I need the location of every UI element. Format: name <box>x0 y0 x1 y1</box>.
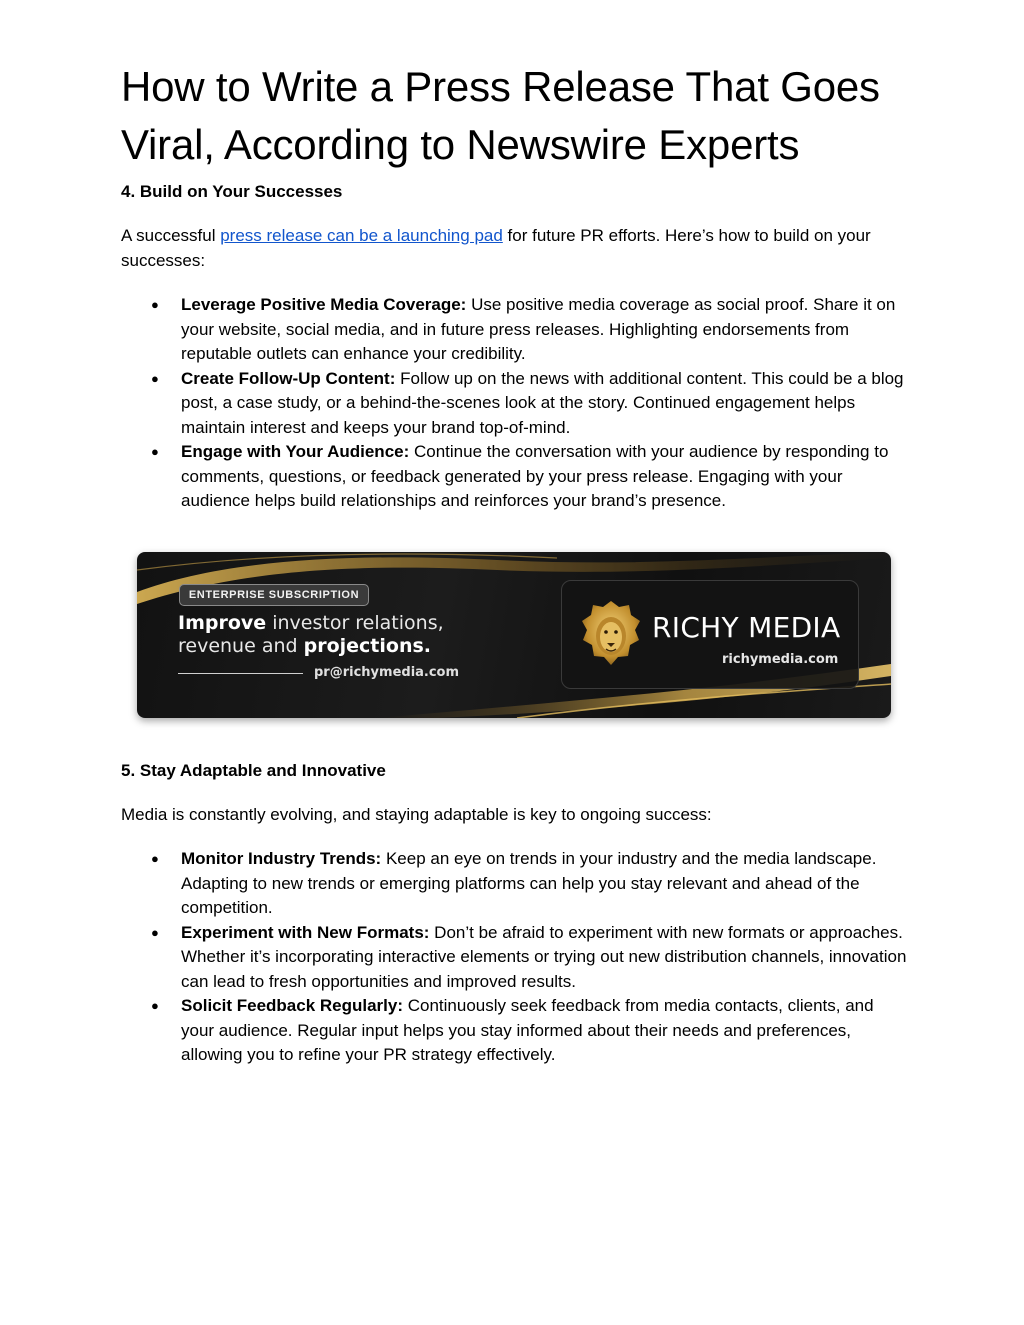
document-page <box>121 58 911 1068</box>
list-item-label: Create Follow-Up Content: <box>181 368 396 388</box>
bullet-icon: ● <box>151 444 159 459</box>
headline-text: revenue and <box>178 634 304 657</box>
intro-text-before: A successful <box>121 226 221 245</box>
section-heading-stay-adaptable: 5. Stay Adaptable and Innovative <box>121 760 386 780</box>
headline-bold-projections: projections. <box>303 634 432 657</box>
list-item-text: Don’t be afraid to experiment with new formats or approaches. Whether it’s incorporating interactive elements or trying out new distribution channels, innovation can lead to fresh opportunities and improved results. <box>181 922 907 991</box>
launching-pad-link[interactable]: press release can be a launching pad <box>220 226 503 245</box>
list-item-text: Continuously seek feedback from media contacts, clients, and your audience. Regular input helps you stay informed about their needs and preferences, allowing you to refine your PR strategy effectively. <box>181 996 874 1064</box>
section-intro-paragraph: Media is constantly evolving, and staying adaptable is key to ongoing success: <box>121 804 712 824</box>
list-item <box>151 293 911 367</box>
list-item-label: Experiment with New Formats: <box>181 922 430 942</box>
section-heading-build-on-successes: 4. Build on Your Successes <box>121 182 343 201</box>
list-item-text: Continue the conversation with your audience by responding to comments, questions, or feedback generated by your press release. Engaging with your audience helps build relationships and reinforces your brand’s presence. <box>181 442 889 510</box>
banner-headline <box>178 612 444 658</box>
contact-email[interactable]: pr@richymedia.com <box>314 664 460 680</box>
list-item <box>151 921 911 995</box>
list-item <box>151 440 911 514</box>
list-item <box>151 847 911 921</box>
list-item-label: Solicit Feedback Regularly: <box>181 996 404 1015</box>
section-intro-paragraph <box>121 224 911 273</box>
enterprise-subscription-badge: ENTERPRISE SUBSCRIPTION <box>179 584 369 606</box>
bullet-icon: ● <box>151 370 159 386</box>
banner-divider <box>178 673 303 674</box>
bullet-icon: ● <box>151 924 159 940</box>
list-item <box>151 994 911 1068</box>
page-title: How to Write a Press Release That Goes Viral, According to Newswire Experts <box>121 63 880 168</box>
headline-line-2 <box>178 635 444 658</box>
lion-logo-icon <box>579 599 643 667</box>
list-item-label: Engage with Your Audience: <box>181 442 410 461</box>
brand-url[interactable]: richymedia.com <box>722 651 839 667</box>
headline-text: investor relations, <box>266 611 444 634</box>
list-item <box>151 367 911 441</box>
headline-bold-improve: Improve <box>178 611 267 634</box>
list-item-text: Use positive media coverage as social proof. Share it on your website, social media, and in future press releases. Highlighting endorsements from reputable outlets can enhance your credibility. <box>181 295 896 363</box>
headline-line-1 <box>178 612 444 635</box>
list-item-label: Monitor Industry Trends: <box>181 849 382 868</box>
bullet-icon: ● <box>151 998 159 1013</box>
list-item-label: Leverage Positive Media Coverage: <box>181 295 467 314</box>
richy-media-ad-banner[interactable] <box>137 552 891 718</box>
bullet-icon: ● <box>151 851 159 866</box>
brand-name: RICHY MEDIA <box>652 610 841 644</box>
intro-text-after: for future PR efforts. Here’s how to build on your successes: <box>121 226 871 270</box>
successes-bullet-list <box>121 293 911 514</box>
list-item-text: Follow up on the news with additional content. This could be a blog post, a case study, or a behind-the-scenes look at the story. Continued engagement helps maintain interest and keeps your brand top-of-mind. <box>181 368 904 437</box>
adaptable-bullet-list <box>121 847 911 1068</box>
list-item-text: Keep an eye on trends in your industry and the media landscape. Adapting to new trends or emerging platforms can help you stay relevant and ahead of the competition. <box>181 849 877 917</box>
bullet-icon: ● <box>151 297 159 312</box>
brand-card <box>561 580 859 689</box>
